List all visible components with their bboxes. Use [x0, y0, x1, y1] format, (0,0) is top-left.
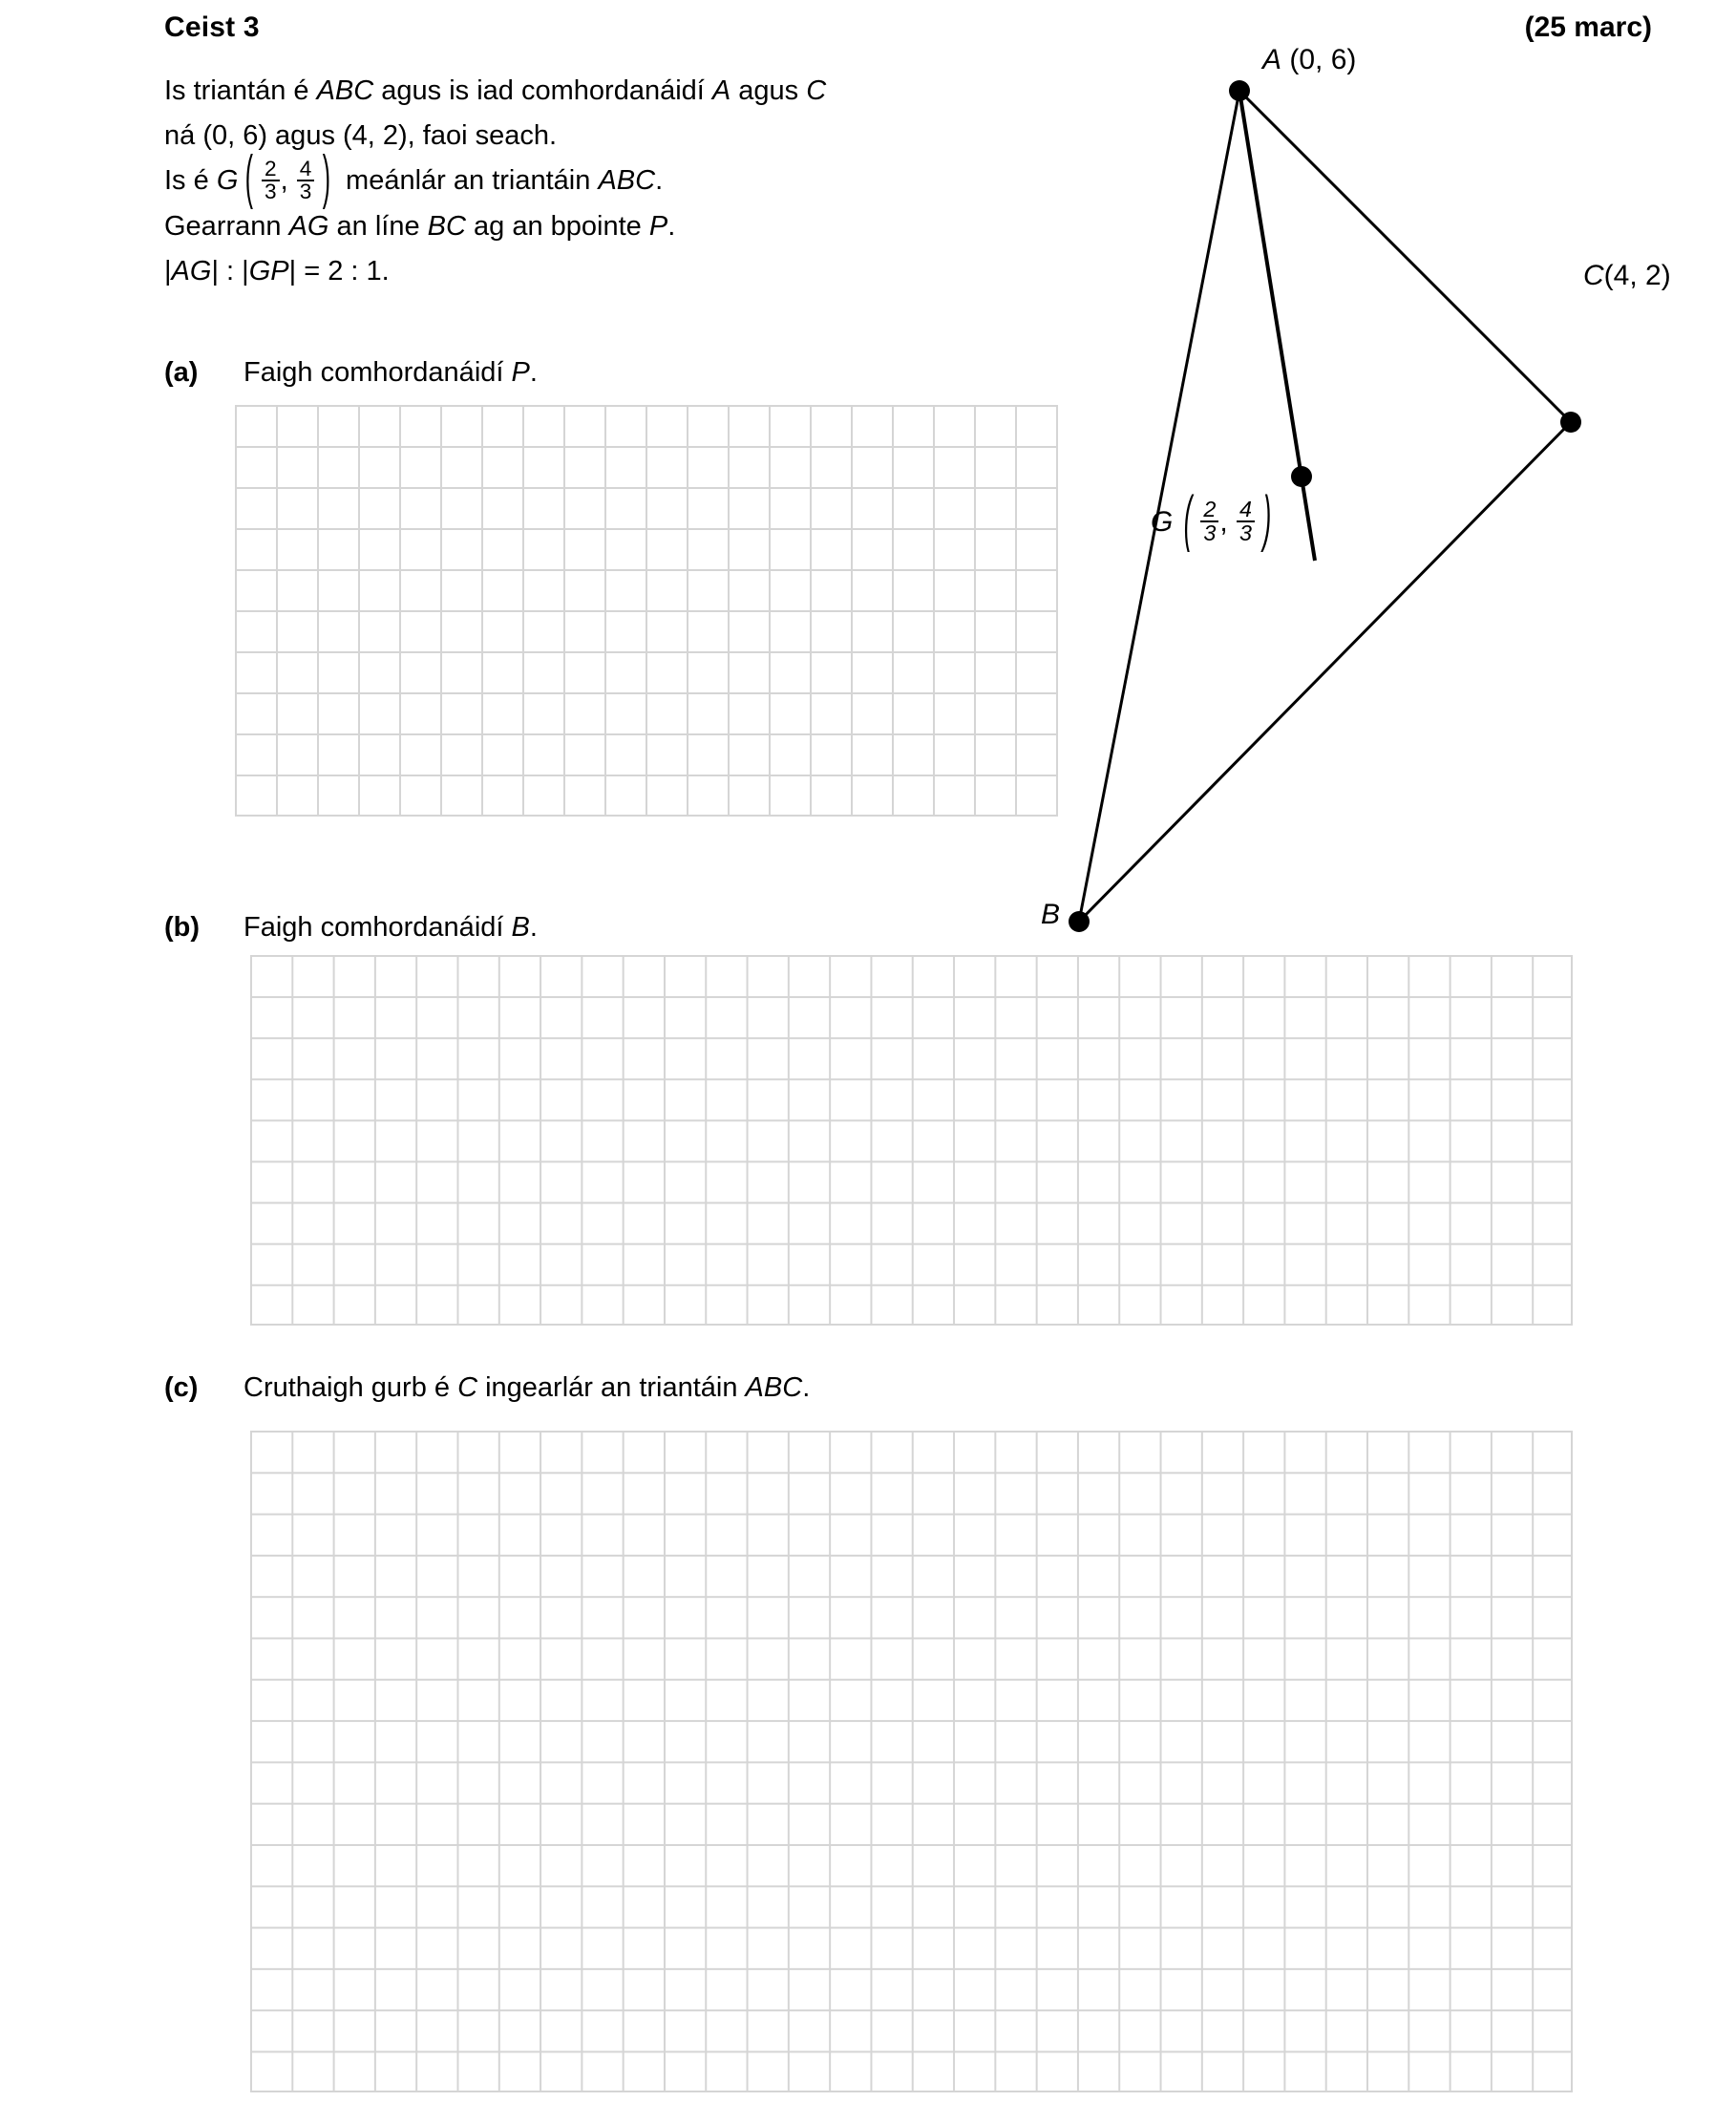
- answer-grid-a[interactable]: [235, 405, 1058, 817]
- median-ag: [1239, 91, 1315, 561]
- part-question-c: Cruthaigh gurb é C ingearlár an triantáin ABC.: [243, 1372, 811, 1403]
- stem-text: | = 2 : 1.: [288, 255, 390, 287]
- part-question-b: Faigh comhordanáidí B.: [243, 912, 538, 943]
- stem-centroid-g: G: [216, 165, 239, 196]
- paren-open: (: [245, 145, 254, 211]
- part-label-b: (b): [164, 912, 201, 943]
- centroid-label-g: G ( $\frac{2}{3}$ , $\frac{4}{3}$ ): [1151, 499, 1279, 546]
- stem-point-a: A: [711, 75, 731, 106]
- stem-text: ag an bpointe: [465, 210, 649, 242]
- paren-open: (: [1184, 485, 1193, 554]
- fraction-four-thirds: $\frac{4}{3}$: [1237, 499, 1255, 545]
- segment-bc: [1079, 422, 1571, 922]
- part-label-a: (a): [164, 357, 199, 388]
- stem-text: Is é: [164, 165, 217, 196]
- vertex-dot-c: [1560, 412, 1581, 433]
- stem-seg-gp: GP: [248, 255, 289, 287]
- stem-abc: ABC: [316, 75, 374, 106]
- stem-text: |: [164, 255, 172, 287]
- stem-text: agus: [730, 75, 807, 106]
- page-title: Ceist 3: [164, 11, 260, 43]
- paren-close: ): [323, 145, 331, 211]
- stem-text: .: [655, 165, 664, 196]
- stem-line-4: [164, 204, 947, 249]
- stem-line-5: [164, 249, 947, 294]
- stem-point-c: C: [806, 75, 827, 106]
- stem-seg-bc: BC: [427, 210, 466, 242]
- stem-text: | : |: [211, 255, 249, 287]
- part-label-c: (c): [164, 1372, 199, 1403]
- stem-text: agus is iad comhordanáidí: [373, 75, 712, 106]
- triangle-diagram: [1012, 19, 1736, 984]
- answer-grid-b[interactable]: [250, 955, 1573, 1326]
- part-question-a: Faigh comhordanáidí P.: [243, 357, 538, 388]
- stem-seg-ag: AG: [171, 255, 212, 287]
- stem-text: meánlár an triantáin: [338, 165, 599, 196]
- fraction-two-thirds: $\frac{2}{3}$: [1200, 499, 1218, 545]
- segment-ac: [1239, 91, 1571, 422]
- stem-text: an líne: [328, 210, 428, 242]
- stem-line-1: [164, 69, 947, 114]
- stem-abc: ABC: [598, 165, 656, 196]
- stem-point-p: P: [648, 210, 668, 242]
- vertex-label-c: C(4, 2): [1583, 260, 1671, 291]
- stem-text: .: [667, 210, 676, 242]
- marks-badge: (25 marc): [1524, 11, 1652, 43]
- vertex-label-a: A (0, 6): [1262, 44, 1357, 75]
- paren-close: ): [1262, 485, 1272, 554]
- question-stem: [164, 69, 947, 294]
- stem-text: Gearrann: [164, 210, 289, 242]
- centroid-dot-g: [1291, 466, 1312, 487]
- vertex-label-b: B: [1041, 899, 1061, 930]
- fraction-two-thirds: $\frac{2}{3}$: [262, 159, 280, 203]
- answer-grid-c[interactable]: [250, 1431, 1573, 2092]
- stem-text: ,: [280, 165, 288, 196]
- stem-line-3: [164, 145, 947, 211]
- vertex-dot-b: [1069, 911, 1090, 932]
- stem-seg-ag: AG: [288, 210, 329, 242]
- stem-text: Is triantán é: [164, 75, 317, 106]
- fraction-four-thirds: $\frac{4}{3}$: [297, 159, 315, 203]
- vertex-dot-a: [1229, 80, 1250, 101]
- stem-line-2: ná (0, 6) agus (4, 2), faoi seach.: [164, 120, 558, 151]
